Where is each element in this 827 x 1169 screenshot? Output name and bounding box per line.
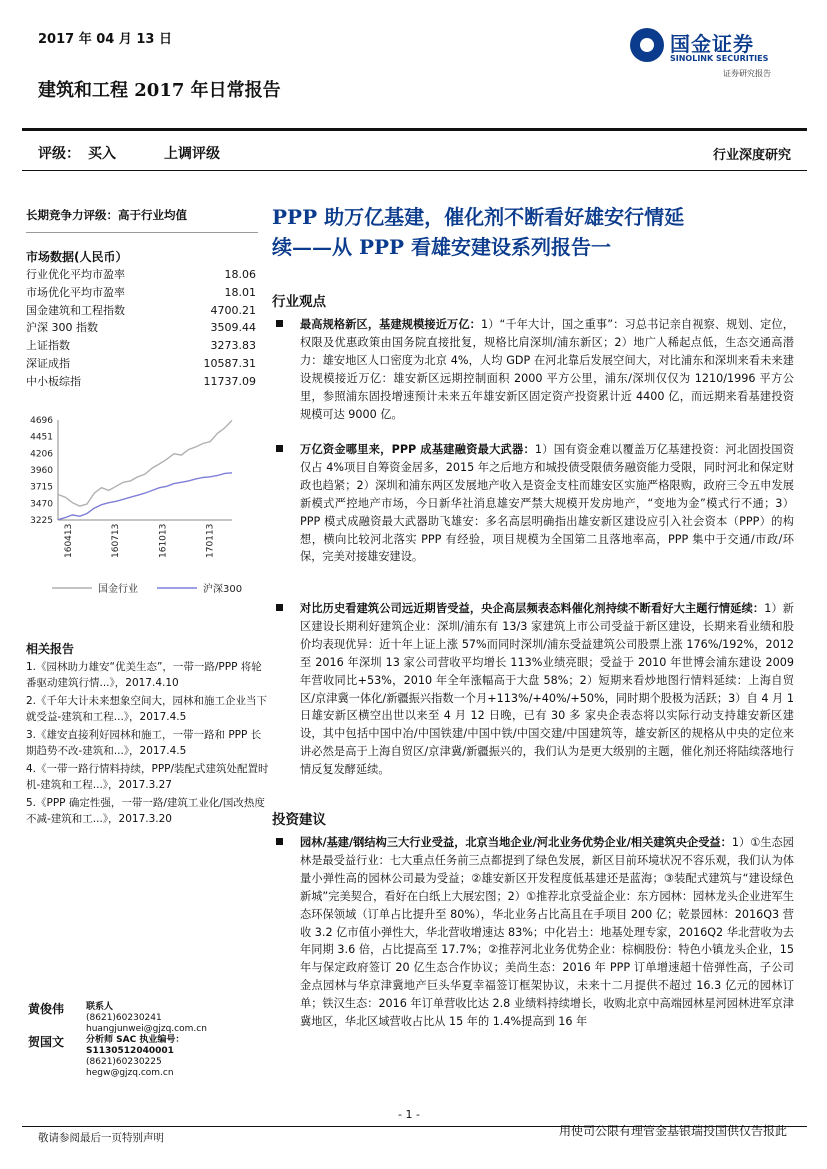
chart-x-tick-label: 160413 [64,523,74,558]
market-value: 10587.31 [203,356,256,370]
paragraph-2-heading: 万亿资金哪里来，PPP 成基建融资最大武器： [300,443,535,456]
market-row [26,337,256,355]
market-value: 4700.21 [210,303,256,317]
analyst-info [86,1002,207,1035]
chart-y-tick-label: 4696 [30,416,53,426]
chart-series-line-hs300 [58,473,232,520]
analyst-email: hegw@gjzq.com.cn [86,1068,174,1078]
paragraph-3-heading: 对比历史看建筑公司远近期皆受益，央企高层频表态料催化剂持续不断看好大主题行情延续： [300,602,765,615]
rating-divider [22,170,807,171]
market-value: 3273.83 [210,339,256,353]
market-label: 行业优化平均市盈率 [26,268,125,281]
paragraph-4 [276,834,794,1104]
related-report-item: 5.《PPP 确定性强，一带一路/建筑工业化/国改热度不减-建筑和工...》，2017.3.20 [26,797,265,825]
chart-x-tick-label: 160713 [111,523,122,558]
market-label: 中小板综指 [26,374,81,388]
chart-legend-label: 国金行业 [98,584,138,595]
analyst-phone: (8621)60230225 [86,1057,162,1067]
analyst-role: 分析师 SAC 执业编号：S1130512040001 [86,1035,185,1056]
analyst-name: 黄俊伟 [28,1002,65,1016]
market-value: 3509.44 [210,321,256,335]
analyst-name: 贺国文 [28,1035,65,1049]
report-title: 建筑和工程 2017 年日常报告 [38,80,281,101]
chart-y-tick-label: 4206 [30,449,53,460]
logo-mark-icon [630,28,664,62]
logo-subtitle: 证券研究报告 [723,69,771,78]
analyst-phone: (8621)60230241 [86,1013,162,1023]
market-value: 18.01 [224,285,256,299]
market-label: 上证指数 [26,339,70,353]
paragraph-3-text: 1）新区建设长期利好建筑企业：深圳/浦东有 13/3 家建筑上市公司受益于新区建设，长期来看业绩和股价均表现优异：近十年上证上涨 57%而同时深圳/浦东受益建筑公司股票上涨 176%/192%，2012 至 2016 年深圳 13 家公司营收平均增长 113%业绩亮眼；受益于 2010 年世博会浦东建设 2009 年营收同比+53%，2010 年全年涨幅高于大盘 58%；2）短期来看炒地图行情料延续：上海自贸区/京津冀一体化/新疆振兴指数一个月+113%/+40%/+50%，同时期个股极为活跃；3）自 4 月 1 日雄安新区横空出世以来至 4 月 12 日晚，已有 30 多 家央企表态将以实际行动支持雄安新区建设，其中包括中国中冶/中国铁建/中国中铁/中国交建/中国建筑等，雄安新区的规格从中央的定位来讲必然是高于上海自贸区/京津冀/新疆振兴的，我们认为是更大级别的主题，催化剂还将陆续落地行情反复发酵延续。 [300,602,794,777]
page-number: - 1 - [398,1108,420,1121]
market-label: 深证成指 [26,356,70,370]
paragraph-2 [276,441,794,566]
chart-y-tick-label: 3225 [30,516,53,526]
main-title-line2: 续——从 PPP 看雄安建设系列报告一 [272,235,612,259]
footer-disclaimer: 敬请参阅最后一页特别声明 [38,1132,164,1144]
market-row [26,266,256,284]
bullet-icon [276,838,283,845]
bullet-icon [276,604,283,611]
rating-change: 上调评级 [164,146,220,162]
main-title [272,202,792,262]
paragraph-1-heading: 最高规格新区，基建规模接近万亿： [300,318,481,331]
section-investment-advice: 投资建议 [272,812,326,828]
paragraph-4-heading: 园林/基建/钢结构三大行业受益，北京当地企业/河北业务优势企业/相关建筑央企受益： [300,836,732,849]
chart-y-tick-label: 4451 [30,432,53,443]
paragraph-1 [276,316,794,423]
bullet-icon [276,445,283,452]
rating-label: 评级： [38,146,80,162]
analyst-info [86,1035,268,1079]
chart-y-tick-label: 3715 [30,482,53,493]
section-industry-view: 行业观点 [272,294,326,310]
market-label: 沪深 300 指数 [26,321,98,335]
chart-y-tick-label: 3470 [30,499,53,510]
chart-y-tick-label: 3960 [30,466,53,477]
analyst-role: 联系人 [86,1002,114,1012]
market-data-title: 市场数据(人民币） [26,250,128,264]
bullet-icon [276,320,283,327]
related-report-item: 3.《雄安直接利好园林和施工，一带一路和 PPP 长期趋势不改-建筑和...》，2017.4.5 [26,729,262,757]
report-date: 2017 年 04 月 13 日 [38,32,172,47]
related-report-item: 2.《千年大计未来想象空间大，园林和施工企业当下就受益-建筑和工程...》，2017.4.5 [26,695,268,723]
rating-value: 买入 [88,146,116,162]
paragraph-4-text: 1）①生态园林是最受益行业：七大重点任务前三点都提到了绿色发展，新区目前环境状况不容乐观，我们认为体量小弹性高的园林公司最为受益；②雄安新区开发程度低基建还是蓝海；③装配式建筑与“建设绿色新城”完美契合，看好在白纸上大展宏图；2）①推荐北京受益企业：东方园林：园林龙头企业进军生态环保领域（订单占比提升至 80%），华北业务占比高且在手项目 200 亿；乾景园林：2016Q3 营收 3.2 亿市值小弹性大，华北营收增速达 83%；中化岩土：地基处理专家，2016Q2 华北营收为去年同期 3.6 倍，占比提高至 17.7%；②推荐河北业务优势企业：棕榈股份：特色小镇龙头企业，15 年与保定政府签订 20 亿生态合作协议；美尚生态：2016 年 PPP 订单增速超十倍弹性高，子公司金点园林与华京津冀地产巨头华夏幸福签订框架协议，未来十二月提供不超过 16.3 亿元的园林订单；铁汉生态：2016 年订单营收比达 2.8 业绩料持续增长，收购北京中高端园林星河园林进军京津冀地区，华北区域营收占比从 15 年的 1.4%提高到 16 年 [300,836,794,1029]
related-reports-title: 相关报告 [26,642,75,656]
analyst-email: huangjunwei@gjzq.com.cn [86,1024,207,1034]
market-data-table [26,266,256,391]
sidebar-divider [26,232,258,233]
long-term-rating: 长期竞争力评级：高于行业均值 [26,208,187,222]
related-report-item: 4.《一带一路行情料持续，PPP/装配式建筑处配置时机-建筑和工程...》，2017.3.27 [26,763,269,791]
analyst-contact [28,1033,268,1078]
chart-x-tick-label: 161013 [158,523,169,558]
market-row [26,355,256,373]
rating [38,143,124,163]
paragraph-1-text: 1）“千年大计，国之重事”：习总书记亲自视察、规划、定位，权限及优惠政策由国务院直接批复，规格比肩深圳/浦东新区；2）地广人稀起点低，生态交通高潜力：雄安地区人口密度为北京 4%，人均 GDP 在河北靠后发展空间大，对比浦东和深圳来看未来建设规模接近万亿：雄安新区远期控制面积 2000 平方公里，浦东/深圳仅仅为 1210/1996 平方公里，参照浦东固投增速预计未来五年雄安新区固定资产投资累计近 4400 亿，而远期来看基建投资规模可达 9000 亿。 [300,318,794,421]
market-label: 市场优化平均市盈率 [26,285,125,299]
header-divider [22,128,807,131]
paragraph-2-text: 1）国有资金难以覆盖万亿基建投资：河北固投国资仅占 4%项目自筹资金居多，2015 年之后地方和城投债受限债务融资能力受限，同时河北和保定财政也趋紧；2）深圳和浦东两区发展地产收入是资金支柱而雄安区实施严格限购，政府三令五申发展新模式严控地产市场，今日新华社消息雄安严禁大规模开发房地产，“变地为金”模式行不通；3）PPP 模式成融资最大武器助飞雄安：多名高层明确指出雄安新区建设应引入社会资本（PPP）的构想，横向比较河北落实 PPP 有经验，项目规模为全国第二且落地率高，PPP 集中于交通/市政/环保，完美对接雄安建设。 [300,443,795,564]
paragraph-3 [276,600,794,779]
index-line-chart [22,410,262,600]
company-logo [630,24,800,84]
main-title-line1: PPP 助万亿基建，催化剂不断看好雄安行情延 [272,205,685,229]
related-reports-list [26,659,271,829]
chart-legend-label: 沪深300 [203,584,243,595]
market-label: 国金建筑和工程指数 [26,303,125,317]
market-row [26,319,256,337]
market-row [26,284,256,302]
report-type: 行业深度研究 [712,148,791,163]
market-value: 11737.09 [203,374,256,388]
market-value: 18.06 [224,268,256,281]
logo-chinese-name: 国金证券 [670,32,754,56]
footer-usage-note: 用使司公限有理管金基银瑞投国供仅告报此 [558,1124,787,1138]
chart-x-tick-label: 170113 [205,523,216,558]
related-report-item: 1.《园林助力雄安“优美生态”，一带一路/PPP 将轮番驱动建筑行情...》，2017.4.10 [26,661,262,689]
market-row [26,373,256,391]
market-row [26,302,256,320]
logo-english-name: SINOLINK SECURITIES [670,54,769,63]
